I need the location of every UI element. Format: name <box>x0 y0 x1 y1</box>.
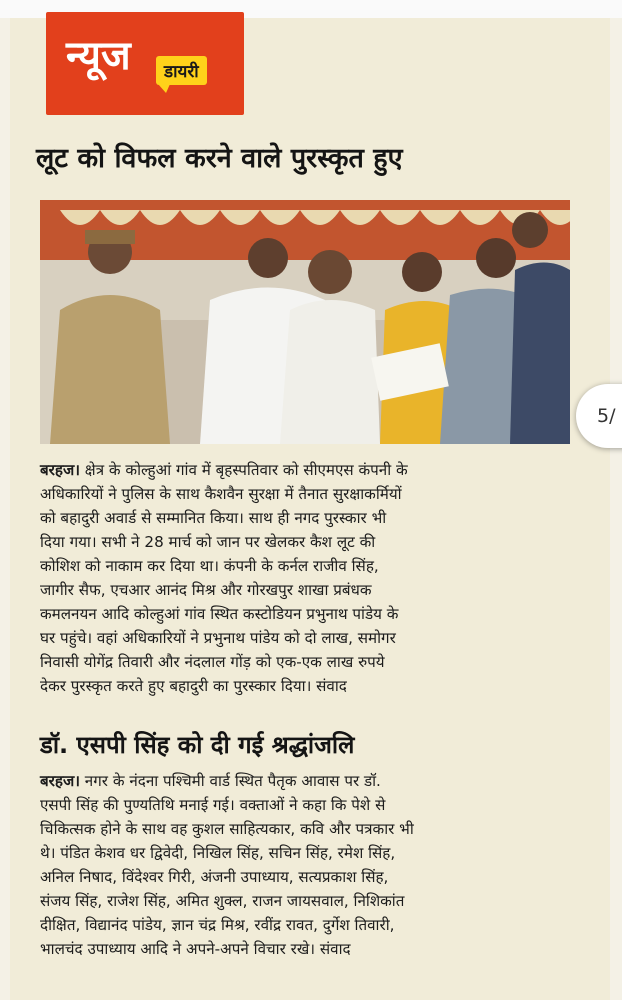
logo-main-text: न्यूज <box>66 33 131 79</box>
article1-line: जागीर सैफ, एचआर आनंद मिश्र और गोरखपुर शाखा प्रबंधक <box>40 581 372 599</box>
article2-line: थे। पंडित केशव धर द्विवेदी, निखिल सिंह, सचिन सिंह, रमेश सिंह, <box>40 844 396 862</box>
article2-line: दीक्षित, विद्यानंद पांडेय, ज्ञान चंद्र मिश्र, रवींद्र रावत, दुर्गेश तिवारी, <box>40 916 395 934</box>
text-line: क्षेत्र के कोल्हुआं गांव में बृहस्पतिवार को सीएमएस कंपनी के <box>79 461 408 479</box>
text-line: नगर के नंदना पश्चिमी वार्ड स्थित पैतृक आवास पर डॉ. <box>79 772 381 790</box>
article2-line: अनिल निषाद, विंदेश्वर गिरी, अंजनी उपाध्याय, सत्यप्रकाश सिंह, <box>40 868 389 886</box>
article2-line <box>40 769 600 793</box>
article1-line: कमलनयन आदि कोल्हुआं गांव स्थित कस्टोडियन प्रभुनाथ पांडेय के <box>40 605 399 623</box>
news-diary-logo <box>46 12 244 115</box>
article1-line: देकर पुरस्कृत करते हुए बहादुरी का पुरस्कार दिया। संवाद <box>40 677 347 695</box>
article1-line: अधिकारियों ने पुलिस के साथ कैशवैन सुरक्षा में तैनात सुरक्षाकर्मियों <box>40 485 402 503</box>
article1-headline: लूट को विफल करने वाले पुरस्कृत हुए <box>36 143 403 174</box>
article2-line: भालचंद उपाध्याय आदि ने अपने-अपने विचार रखे। संवाद <box>40 940 351 958</box>
article2-line: चिकित्सक होने के साथ वह कुशल साहित्यकार, कवि और पत्रकार भी <box>40 820 414 838</box>
article2-line: संजय सिंह, राजेश सिंह, अमित शुक्ल, राजन जायसवाल, निशिकांत <box>40 892 405 910</box>
article1-body <box>40 458 600 698</box>
article1-line <box>40 458 600 482</box>
dateline: बरहज। <box>40 461 80 479</box>
article1-line: निवासी योगेंद्र तिवारी और नंदलाल गोंड़ को एक-एक लाख रुपये <box>40 653 385 671</box>
article1-line: कोशिश को नाकाम कर दिया था। कंपनी के कर्नल राजीव सिंह, <box>40 557 379 575</box>
page-indicator[interactable]: 5/ <box>576 384 622 448</box>
dateline: बरहज। <box>40 772 80 790</box>
award-ceremony-photo <box>40 200 570 444</box>
article1-line: दिया गया। सभी ने 28 मार्च को जान पर खेलकर कैश लूट की <box>40 533 376 551</box>
logo-tag-text: डायरी <box>156 56 207 85</box>
article2-line: एसपी सिंह की पुण्यतिथि मनाई गई। वक्ताओं ने कहा कि पेशे से <box>40 796 386 814</box>
article1-line: को बहादुरी अवार्ड से सम्मानित किया। साथ ही नगद पुरस्कार भी <box>40 509 387 527</box>
article1-line: घर पहुंचे। वहां अधिकारियों ने प्रभुनाथ पांडेय को दो लाख, समोगर <box>40 629 396 647</box>
article2-body <box>40 769 600 961</box>
article2-headline: डॉ. एसपी सिंह को दी गई श्रद्धांजलि <box>40 731 355 759</box>
